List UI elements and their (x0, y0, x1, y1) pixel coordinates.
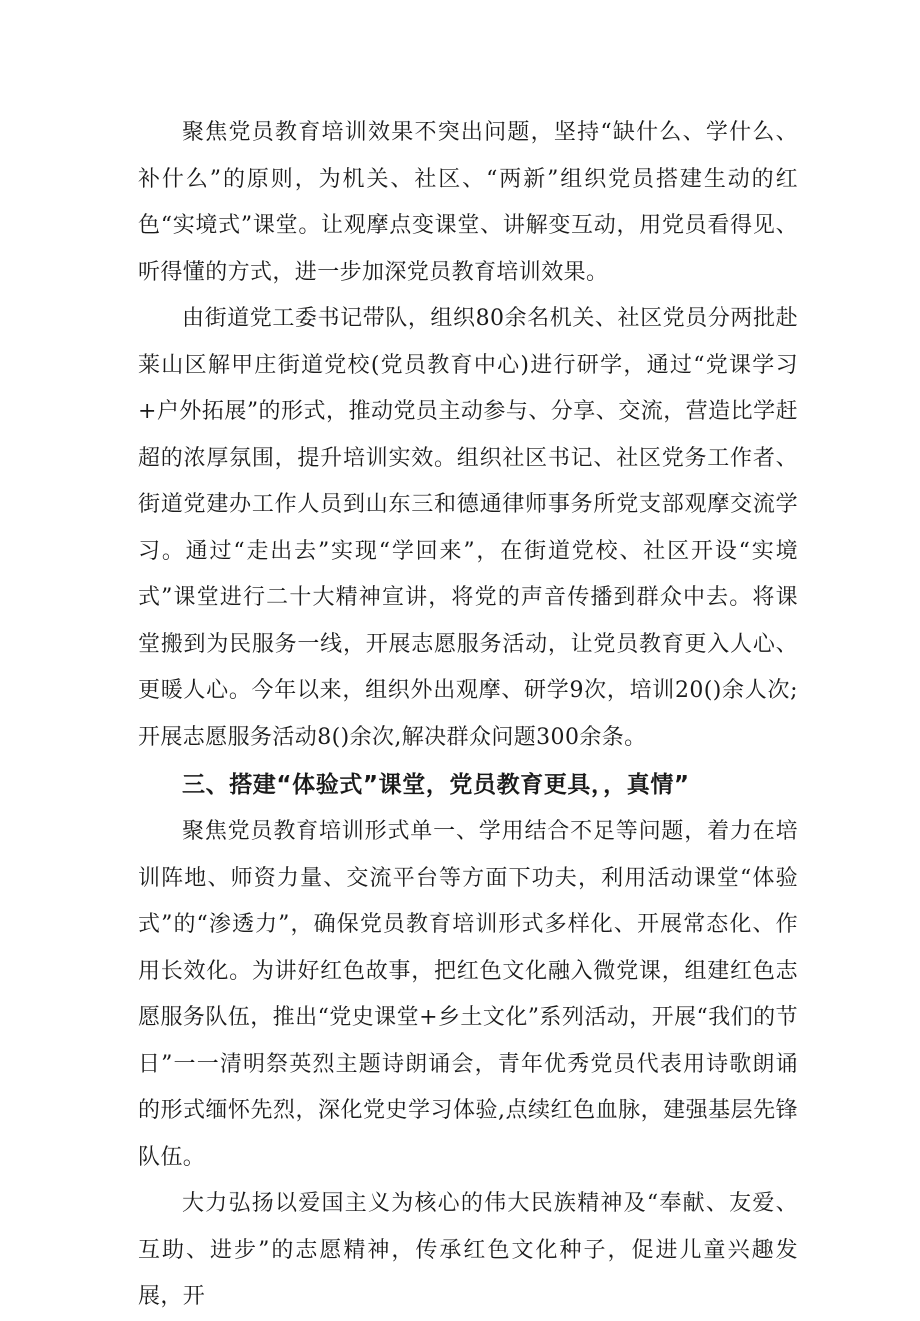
paragraph-1: 聚焦党员教育培训效果不突出问题，坚持“缺什么、学什么、补什么”的原则，为机关、社区、“两新”组织党员搭建生动的红色“实境式”课堂。让观摩点变课堂、讲解变互动，用党员看得见、听得懂的方式，进一步加深党员教育培训效果。 (138, 120, 798, 285)
paragraph-3: 聚焦党员教育培训形式单一、学用结合不足等问题，着力在培训阵地、师资力量、交流平台等方面下功夫，利用活动课堂“体验式”的“渗透力”，确保党员教育培训形式多样化、开展常态化、作用长效化。为讲好红色故事，把红色文化融入微党课，组建红色志愿服务队伍，推出“党史课堂+乡土文化”系列活动，开展“我们的节日”一一清明祭英烈主题诗朗诵会，青年优秀党员代表用诗歌朗诵的形式缅怀先烈，深化党史学习体验,点续红色血脉，建强基层先锋队伍。 (138, 819, 798, 1170)
paragraph-4: 大力弘扬以爱国主义为核心的伟大民族精神及“奉献、友爱、互助、进步”的志愿精神，传承红色文化种子，促进儿童兴趣发展，开 (138, 1191, 798, 1309)
document-body (138, 110, 798, 1321)
paragraph-2: 由街道党工委书记带队，组织80余名机关、社区党员分两批赴莱山区解甲庄街道党校(党员教育中心)进行研学，通过“党课学习+户外拓展”的形式，推动党员主动参与、分享、交流，营造比学赶超的浓厚氛围，提升培训实效。组织社区书记、社区党务工作者、街道党建办工作人员到山东三和德通律师事务所党支部观摩交流学习。通过“走出去”实现“学回来”，在街道党校、社区开设“实境式”课堂进行二十大精神宣讲，将党的声音传播到群众中去。将课堂搬到为民服务一线，开展志愿服务活动，让党员教育更入人心、更暖人心。今年以来，组织外出观摩、研学9次，培训20()余人次;开展志愿服务活动8()余次,解决群众问题300余条。 (138, 306, 798, 750)
section-heading: 三、搭建“体验式”课堂，党员教育更具，，真情” (182, 772, 690, 798)
